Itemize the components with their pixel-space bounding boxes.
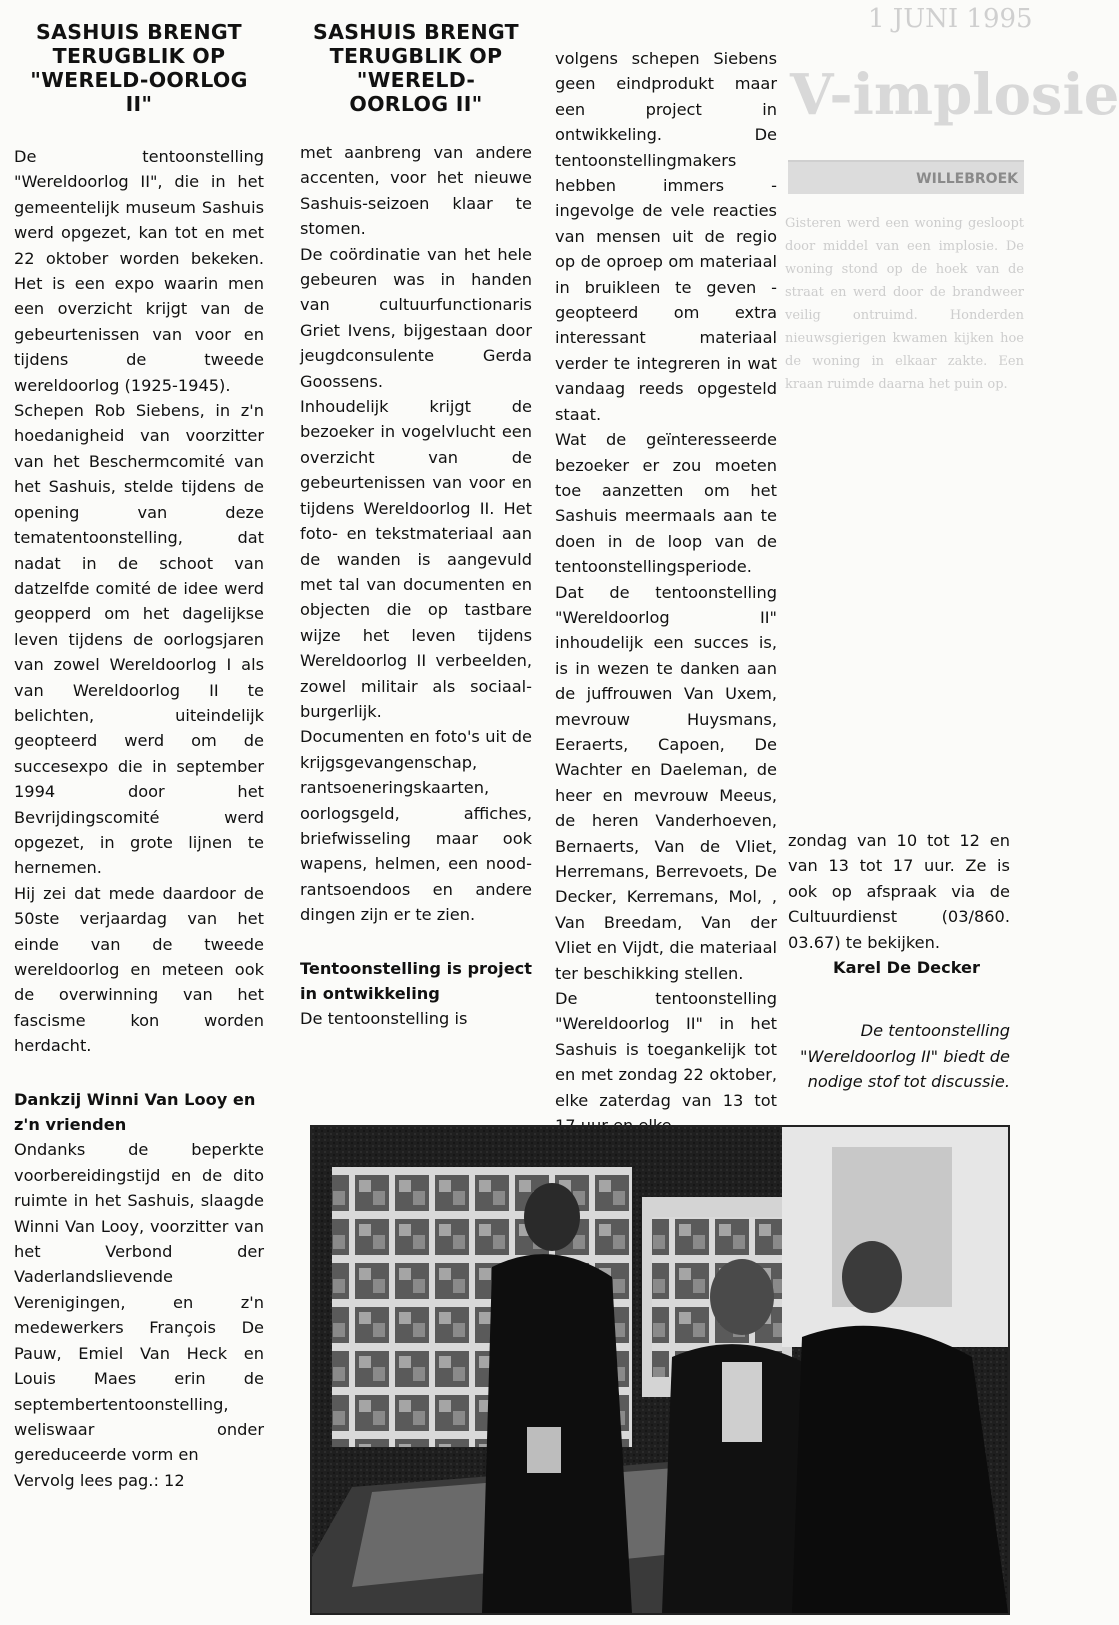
article-column-2 bbox=[300, 20, 532, 1032]
background-body-text: Gisteren werd een woning gesloopt door middel van een implosie. De woning stond op de hoek van de straat en werd door de brandweer veilig ontruimd. Honderden nieuwsgierigen kwamen kijken hoe de woning in elkaar zakte. Een kraan ruimde daarna het puin op. bbox=[785, 216, 1024, 392]
col2-paragraph-3: Inhoudelijk krijgt de bezoeker in vogelvlucht een overzicht van de gebeurtenissen van voor en tijdens Wereldoorlog II. Het foto- en tekstmateriaal aan de wanden is aangevuld met tal van documenten en objecten die op tastbare wijze het leven tijdens Wereldoorlog II verbeelden, zowel militair als sociaal-burgerlijk. bbox=[300, 397, 532, 721]
col2-paragraph-1: met aanbreng van andere accenten, voor het nieuwe Sashuis-seizoen klaar te stomen. bbox=[300, 143, 532, 239]
article-column-1 bbox=[14, 20, 264, 1493]
exhibition-photo bbox=[310, 1125, 1010, 1615]
article-column-3 bbox=[555, 46, 777, 1138]
continued-link: Vervolg lees pag.: 12 bbox=[14, 1470, 185, 1490]
col2-paragraph-4: Documenten en foto's uit de krijgsgevangenschap, rantsoeneringskaarten, oorlogsgeld, affiches, briefwisseling maar ook wapens, helmen, een nood-rantsoendoos en andere dingen zijn er te zien. bbox=[300, 727, 532, 925]
col1-paragraph-3: Hij zei dat mede daardoor de 50ste verjaardag van het einde van de tweede wereldoorlog en meteen ook de overwinning van het fascisme kon worden herdacht. bbox=[14, 883, 264, 1056]
photo-caption: De tentoonstelling "Wereldoorlog II" biedt de nodige stof tot discussie. bbox=[800, 1021, 1010, 1092]
article-column-4 bbox=[788, 828, 1010, 1095]
col1-paragraph-4: Ondanks de beperkte voorbereidingstijd en de dito ruimte in het Sashuis, slaagde Winni Van Looy, voorzitter van het Verbond der Vaderlandslievende Verenigingen, en z'n medewerkers François De Pauw, Emiel Van Heck en Louis Maes erin de septembertentoonstelling, weliswaar onder gereduceerde vorm en bbox=[14, 1140, 264, 1465]
headline-left: SASHUIS BRENGT TERUGBLIK OP "WERELD-OORLOG II" bbox=[30, 20, 248, 116]
col4-paragraph-1: zondag van 10 tot 12 en van 13 tot 17 uur. Ze is ook op afspraak via de Cultuurdienst (03/860. 03.67) te bekijken. bbox=[788, 831, 1010, 952]
headline-middle: SASHUIS BRENGT TERUGBLIK OP "WERELD-OORLOG II" bbox=[313, 20, 519, 116]
col2-paragraph-2: De coördinatie van het hele gebeuren was in handen van cultuurfunctionaris Griet Ivens, bijgestaan door jeugdconsulente Gerda Goossens. bbox=[300, 244, 532, 391]
subhead-tentoonstelling: Tentoonstelling is project in ontwikkeling bbox=[300, 958, 533, 1003]
subhead-dankzij: Dankzij Winni Van Looy en z'n vrienden bbox=[14, 1089, 256, 1135]
col3-paragraph-2: Wat de geïnteresseerde bezoeker er zou moeten toe aanzetten om het Sashuis meermaals aan te doen in de loop van de tentoonstellingsperiode. bbox=[555, 430, 777, 577]
background-date: 1 JUNI 1995 bbox=[868, 4, 1033, 34]
col3-paragraph-4: De tentoonstelling "Wereldoorlog II" in het Sashuis is toegankelijk tot en met zondag 22 oktober, elke zaterdag van 13 tot bbox=[555, 989, 777, 1110]
col1-paragraph-2: Schepen Rob Siebens, in z'n hoedanigheid van voorzitter van het Beschermcomité van het Sashuis, stelde tijdens de opening van deze tematentoonstelling, dat nadat in de schoot van datzelfde comité de idee werd geopperd om het dagelijkse leven tijdens de oorlogsjaren van zowel Wereldoorlog I als van Wereldoorlog II te belichten, uiteindelijk geopteerd werd om de succesexpo die in september 1994 door het Bevrijdingscomité werd opgezet, in grote lijnen te hernemen. bbox=[14, 401, 264, 878]
author-signature: Karel De Decker bbox=[833, 958, 980, 978]
exhibition-photo-drawing bbox=[312, 1127, 1008, 1613]
col3-paragraph-3: Dat de tentoonstelling "Wereldoorlog II" inhoudelijk een succes is, is in wezen te danken aan de juffrouwen Van Uxem, mevrouw Huysmans, Eeraerts, Capoen, De Wachter en Daeleman, de heer en mevrouw Meeus, de heren Vanderhoeven, Bernaerts, Van de Vliet, Herremans, Berrevoets, De Decker, Kerremans, Mol, , Van Breedam, Van der Vliet en Vijdt, die materiaal ter beschikking stellen. bbox=[555, 582, 777, 983]
col2-paragraph-5: De tentoonstelling is bbox=[300, 1009, 468, 1029]
col3-paragraph-1: volgens schepen Siebens geen eindprodukt maar een project in ontwikkeling. De tentoonstellingmakers hebben immers - ingevolge de vele reacties van mensen uit de regio op de oproep om materiaal in bruikleen te geven - geopteerd om extra interessant materiaal verder te integreren in wat vandaag reeds opgesteld staat. bbox=[555, 49, 777, 424]
background-byline: WILLEBROEK bbox=[788, 160, 1024, 194]
background-headline: V-implosie bbox=[790, 62, 1119, 128]
col1-paragraph-1: De tentoonstelling "Wereldoorlog II", die in het gemeentelijk museum Sashuis werd opgezet, kan tot en met 22 oktober worden bekeken. Het is een expo waarin men een overzicht krijgt van de gebeurtenissen van voor en tijdens de tweede wereldoorlog (1925-1945). bbox=[14, 147, 264, 395]
